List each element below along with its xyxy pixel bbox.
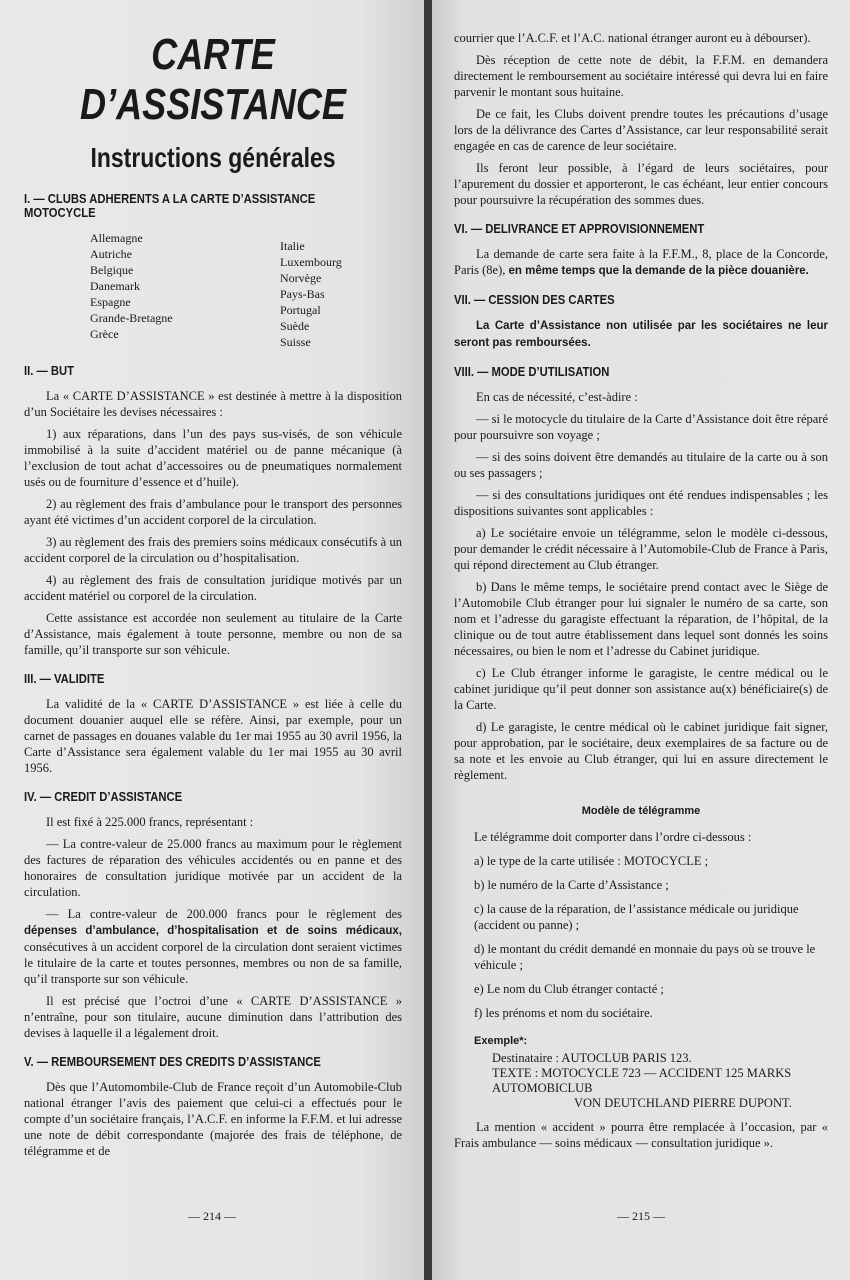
country-item: Belgique (90, 263, 134, 277)
section-8-case: — si des consultations juridiques ont été rendues indispensables ; les dispositions suivantes sont applicables : (454, 488, 828, 518)
section-4-p2: — La contre-valeur de 25.000 francs au maximum pour le règlement des factures de réparation des véhicules accidentés ou en panne et des honoraires de consultation juridique motivée par un accident de la circulation. (24, 837, 402, 899)
section-8-step: b) Dans le même temps, le sociétaire prend contact avec le Siège de l’Automobile Club étranger pour lui signaler le numéro de sa carte, son nom et l’adresse du garagiste effectuant la réparation, de l’hôpital, de la clinique ou de tout autre établissement dans lequel sont donnés les soins nécessaires, ou bien le nom et l’adresse du Cabinet juridique. (454, 580, 828, 658)
example-heading: Exemple*: (474, 1035, 528, 1047)
telegram-item: d) le montant du crédit demandé en monnaie du pays où se trouve le véhicule ; (474, 942, 816, 972)
section-2-intro: La « CARTE D’ASSISTANCE » est destinée à mettre à la disposition d’un Sociétaire les devises nécessaires : (24, 389, 402, 419)
page-number-right: — 215 — (617, 1209, 665, 1223)
section-1-heading: I. — CLUBS ADHERENTS A LA CARTE D’ASSISTANCE MOTOCYCLE (24, 192, 316, 220)
section-2-heading: II. — BUT (24, 364, 75, 378)
section-2-item: 1) aux réparations, dans l’un des pays sus-visés, de son véhicule immobilisé à la suite d’accident matériel ou de panne mécanique (à l’exclusion de tout achat d’accessoires ou de pneumatiques normalement usés ou de fourniture d’essence et d’huile). (24, 427, 402, 489)
country-item: Luxembourg (280, 255, 342, 269)
section-3-heading: III. — VALIDITE (24, 672, 105, 686)
telegram-item: e) Le nom du Club étranger contacté ; (474, 982, 664, 996)
country-list (24, 230, 402, 350)
section-4-p3-a: — La contre-valeur de 200.000 francs pour le règlement des (46, 907, 402, 921)
country-item: Danemark (90, 279, 140, 293)
book-gutter (424, 0, 432, 1280)
section-4-p1: Il est fixé à 225.000 francs, représentant : (46, 815, 254, 829)
section-8-case: — si des soins doivent être demandés au titulaire de la carte ou à son ou ses passagers ; (454, 450, 828, 480)
section-7-text (454, 317, 828, 351)
section-4-p3-b: consécutives à un accident corporel de la circulation dont seraient victimes le titulaire de la carte et toutes personnes, membres ou non de sa famille, qu’il transporte sur son véhicule. (24, 940, 402, 986)
country-column-1 (90, 230, 280, 350)
section-6-plain: La demande de carte sera faite à la F.F.M., 8, place de la Concorde, Paris (8e), (454, 247, 828, 277)
section-7-heading: VII. — CESSION DES CARTES (454, 293, 615, 307)
country-item: Italie (280, 239, 305, 253)
section-4-p4: Il est précisé que l’octroi d’une « CARTE D’ASSISTANCE » n’entraîne, pour son titulaire, aucune diminution dans l’attribution des devises à laquelle il a légalement droit. (24, 994, 402, 1040)
telegram-item: a) le type de la carte utilisée : MOTOCYCLE ; (474, 854, 709, 868)
example-destinataire: Destinataire : AUTOCLUB PARIS 123. (492, 1051, 692, 1065)
section-6-heading: VI. — DELIVRANCE ET APPROVISIONNEMENT (454, 222, 705, 236)
page-number-left: — 214 — (188, 1209, 236, 1223)
section-8-step: d) Le garagiste, le centre médical où le cabinet juridique fait signer, pour approbation, par le sociétaire, deux exemplaires de sa facture ou de sa note et les envoie au Club étranger, qui lui en assure directement le règlement. (454, 720, 828, 782)
section-4-p3 (24, 906, 402, 987)
country-item: Portugal (280, 303, 321, 317)
country-item: Allemagne (90, 231, 143, 245)
left-page (0, 0, 424, 1280)
country-item: Espagne (90, 295, 131, 309)
country-item: Grèce (90, 327, 119, 341)
telegram-item: f) les prénoms et nom du sociétaire. (474, 1006, 653, 1020)
section-5-heading: V. — REMBOURSEMENT DES CREDITS D’ASSISTANCE (24, 1055, 321, 1069)
telegram-item: b) le numéro de la Carte d’Assistance ; (474, 878, 669, 892)
section-5-text: Dès que l’Automombile-Club de France reçoit d’un Automobile-Club national étranger l’avis des paiement que celui-ci a effectués pour le compte d’un sociétaire français, l’A.C.F. en informe la F.F.M. et lui adresse une note de débit correspondante (majorée des frais de téléphone, de télégramme et de (24, 1080, 402, 1158)
page-subtitle: Instructions générales (90, 142, 336, 173)
example-text-line-2: VON DEUTCHLAND PIERRE DUPONT. (574, 1096, 792, 1110)
section-6-bold: en même temps que la demande de la pièce douanière. (508, 265, 809, 277)
section-2-outro: Cette assistance est accordée non seulement au titulaire de la Carte d’Assistance, mais également à toute personne, membre ou non de sa famille, qu’il transporte sur son véhicule. (24, 611, 402, 657)
paragraph-debit: Dès réception de cette note de débit, la F.F.M. en demandera directement le remboursement au sociétaire intéressé qui devra lui en faire parvenir le montant sous huitaine. (454, 53, 828, 99)
telegram-intro: Le télégramme doit comporter dans l’ordre ci-dessous : (474, 830, 752, 844)
section-8-step: c) Le Club étranger informe le garagiste, le centre médical ou le cabinet juridique qu’il peut donner son assistance au(x) bénéficiaire(s) de la Carte. (454, 666, 828, 712)
telegram-heading: Modèle de télégramme (581, 805, 701, 817)
section-8-heading: VIII. — MODE D’UTILISATION (454, 365, 610, 379)
section-4-p3-bold: dépenses d’ambulance, d’hospitalisation et de soins médicaux, (24, 925, 402, 937)
paragraph-recovery: Ils feront leur possible, à l’égard de leurs sociétaires, pour l’apurement du dossier et apporteront, le cas échéant, leur entier concours pour poursuivre la récupération des sommes dues. (454, 161, 828, 207)
section-6-text (454, 246, 828, 279)
section-7-bold: La Carte d’Assistance non utilisée par les sociétaires ne leur seront pas remboursées. (454, 320, 828, 349)
country-column-2 (280, 230, 342, 350)
example-text-line-1: TEXTE : MOTOCYCLE 723 — ACCIDENT 125 MARKS AUTOMOBICLUB (492, 1066, 792, 1095)
section-8-step: a) Le sociétaire envoie un télégramme, selon le modèle ci-dessous, pour demander le crédit nécessaire à l’Automobile-Club de France à Paris, qui répond directement au Club étranger. (454, 526, 828, 572)
section-3-text: La validité de la « CARTE D’ASSISTANCE » est liée à celle du document douanier auquel elle se réfère. Ainsi, par exemple, pour un carnet de passages en douanes valable du 1er mai 1955 au 30 avril 1956, la Carte d’Assistance sera également valable du 1er mai 1955 au 30 avril 1956. (24, 697, 402, 775)
country-item: Autriche (90, 247, 132, 261)
country-item: Grande-Bretagne (90, 311, 173, 325)
paragraph-precautions: De ce fait, les Clubs doivent prendre toutes les précautions d’usage lors de la délivrance des Cartes d’Assistance, car leur responsabilité serait engagée en cas de carence de leur sociétaire. (454, 107, 828, 153)
country-item: Pays-Bas (280, 287, 325, 301)
country-item: Suisse (280, 335, 311, 349)
section-2-item: 2) au règlement des frais d’ambulance pour le transport des personnes ayant été victimes d’un accident corporel de la circulation. (24, 497, 402, 527)
section-8-intro: En cas de nécessité, c’est-àdire : (476, 390, 638, 404)
section-2-item: 4) au règlement des frais de consultation juridique motivés par un accident matériel ou corporel de la circulation. (24, 573, 402, 603)
country-item: Norvège (280, 271, 322, 285)
page-title: CARTE D’ASSISTANCE (80, 30, 346, 129)
country-item: Suède (280, 319, 310, 333)
continued-text: courrier que l’A.C.F. et l’A.C. national étranger auront eu à débourser). (454, 31, 811, 45)
section-4-heading: IV. — CREDIT D’ASSISTANCE (24, 790, 183, 804)
section-8-case: — si le motocycle du titulaire de la Carte d’Assistance doit être réparé pour poursuivre son voyage ; (454, 412, 828, 442)
telegram-note: La mention « accident » pourra être remplacée à l’occasion, par « Frais ambulance — soins médicaux — consultation juridique ». (454, 1120, 828, 1150)
right-page (432, 0, 850, 1280)
telegram-item: c) la cause de la réparation, de l’assistance médicale ou juridique (accident ou panne) ; (474, 902, 799, 932)
section-2-item: 3) au règlement des frais des premiers soins médicaux consécutifs à un accident corporel de la circulation ou d’hospitalisation. (24, 535, 402, 565)
